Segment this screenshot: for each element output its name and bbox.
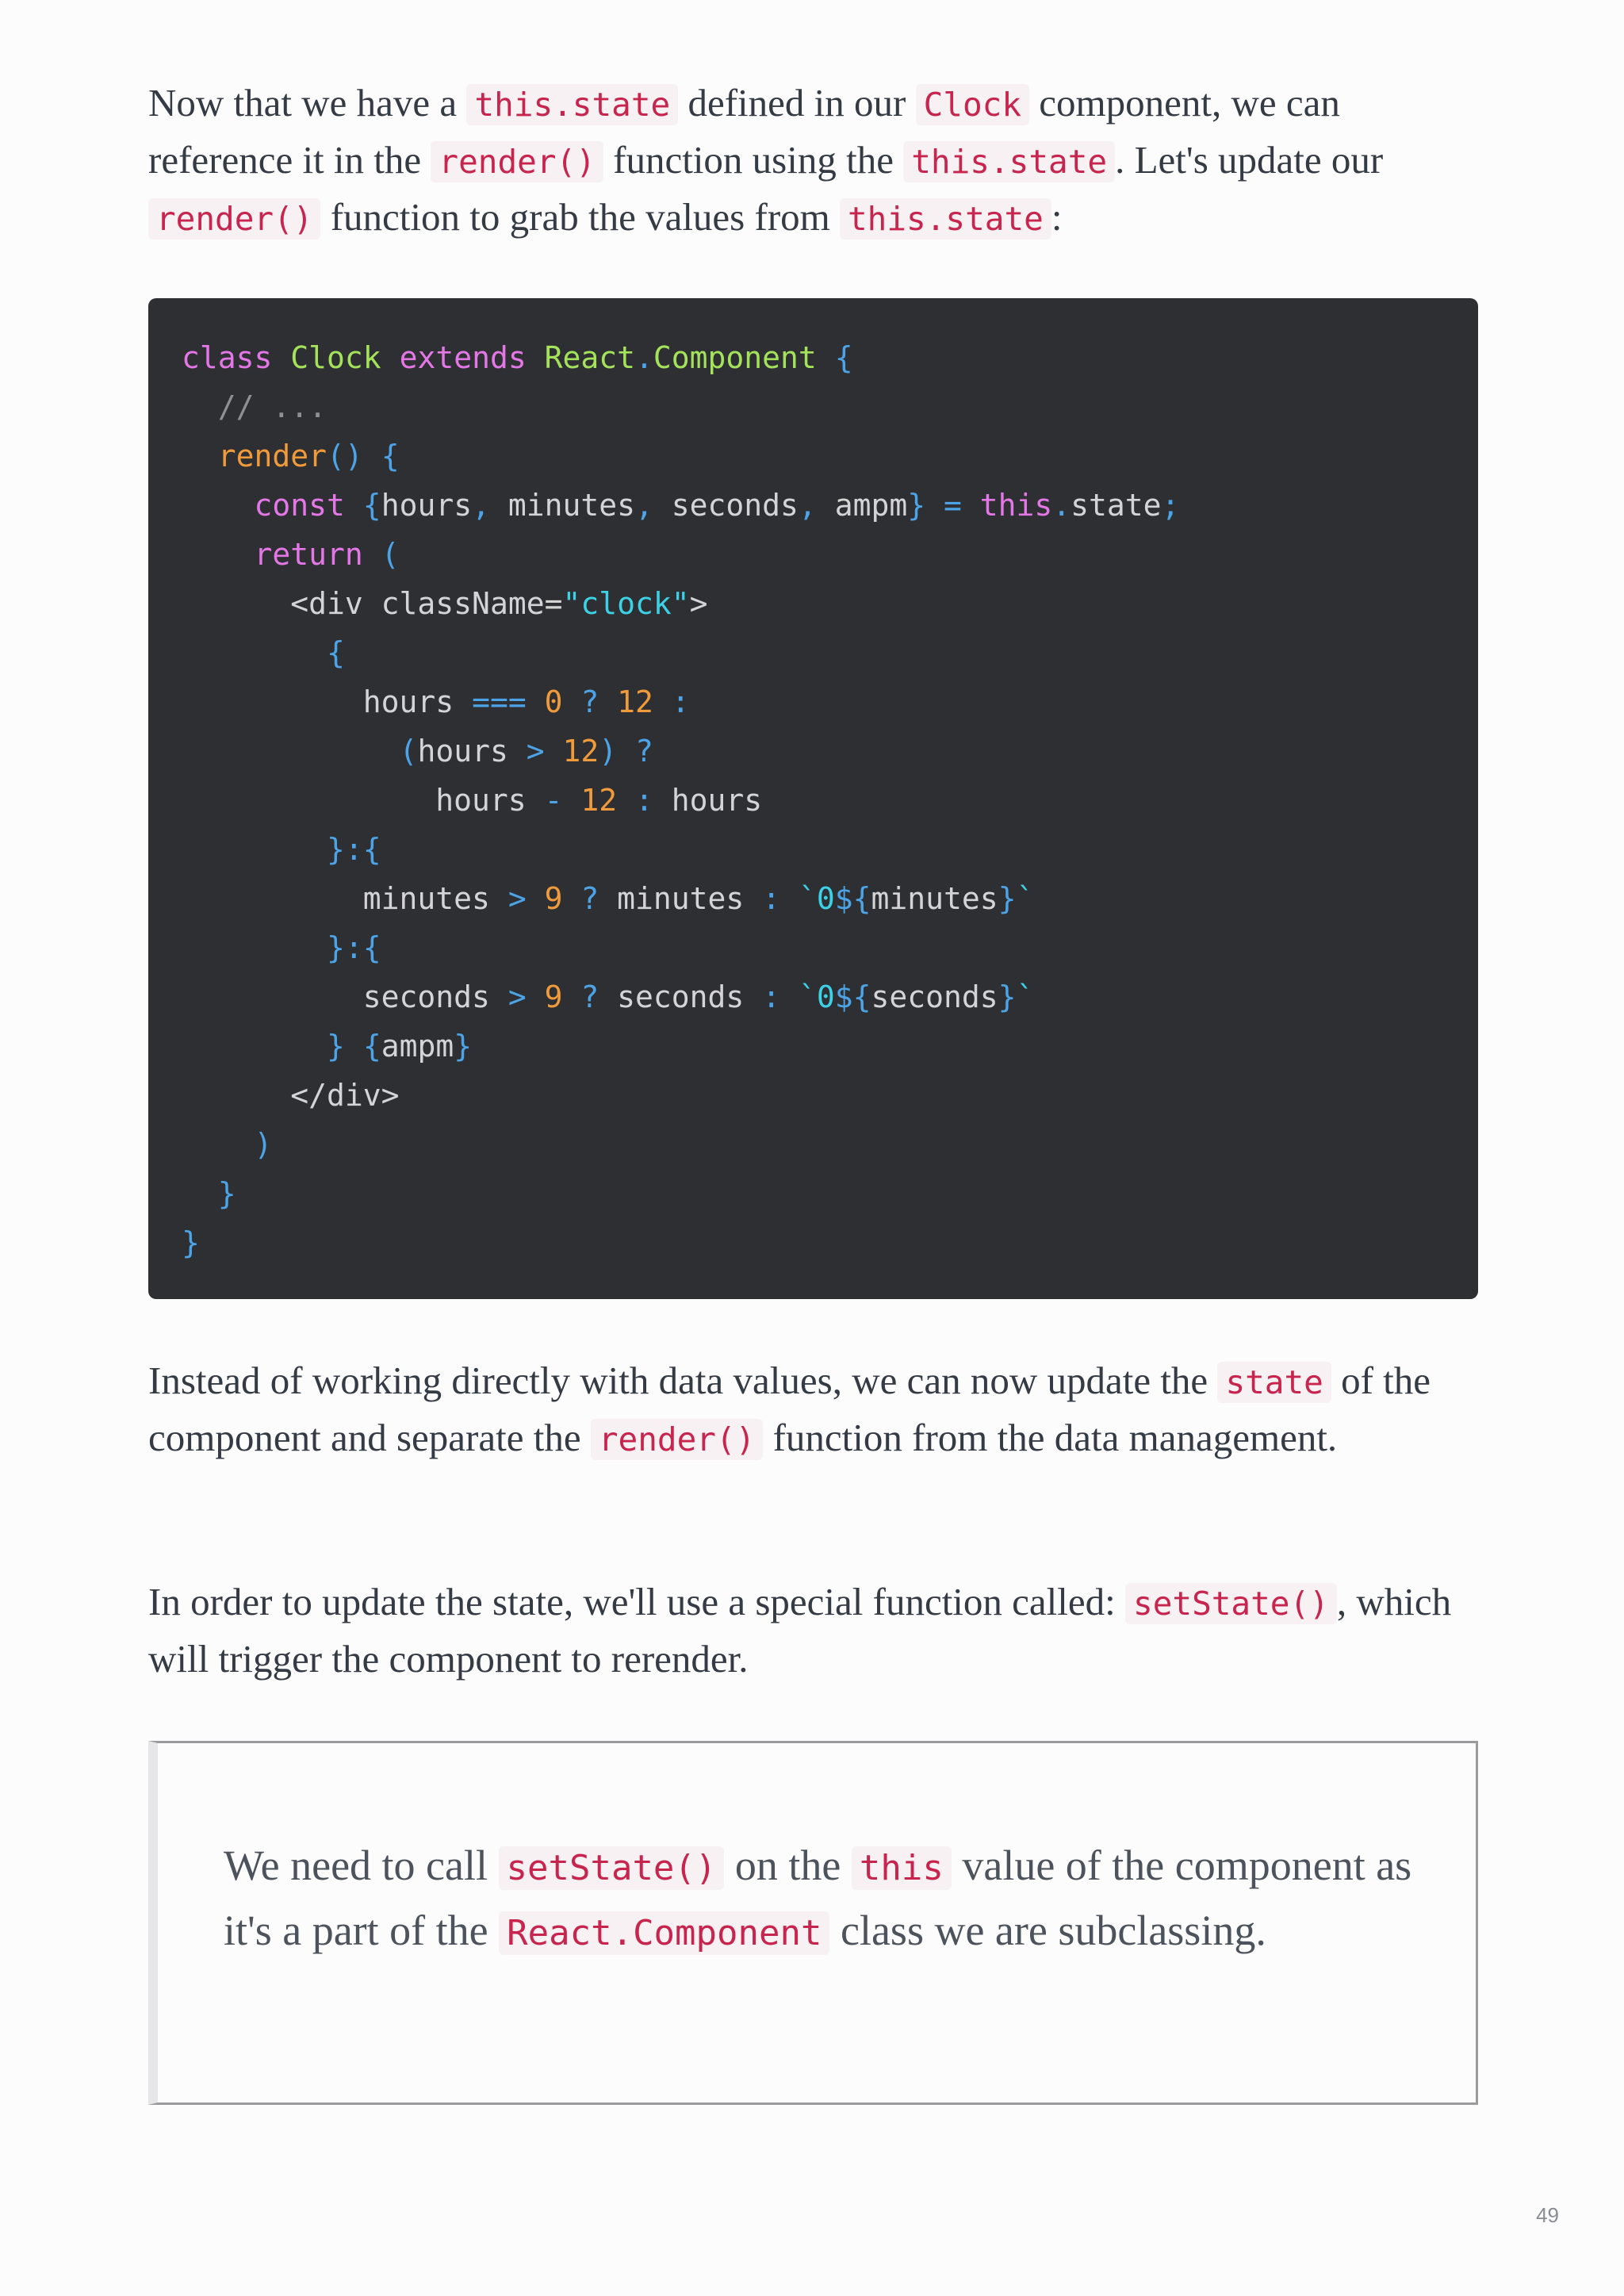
code-token: hours [381, 488, 473, 523]
code-line [182, 825, 1478, 874]
text: . Let's update our [1115, 138, 1384, 182]
text: Instead of working directly with data values, we can now update the [148, 1359, 1218, 1402]
code-comment: // ... [217, 389, 327, 424]
code-string: ` [1016, 881, 1035, 916]
code-token [182, 488, 255, 523]
code-line [182, 333, 1478, 382]
code-token: { [381, 439, 400, 473]
code-line [182, 1120, 1478, 1169]
code-string: "clock" [562, 586, 690, 621]
code-token [182, 586, 290, 621]
code-line [182, 1022, 1478, 1071]
code-token: minutes [599, 881, 745, 916]
code-token: , [798, 488, 817, 523]
code-token: { [362, 1029, 381, 1064]
paragraph-state-update [148, 1353, 1480, 1467]
code-token [780, 881, 799, 916]
code-line [182, 579, 1478, 628]
code-token [182, 783, 435, 818]
code-token [527, 783, 545, 818]
code-token: - [544, 783, 563, 818]
inline-code: React.Component [499, 1911, 829, 1955]
code-token [925, 488, 944, 523]
code-token: ${ [834, 881, 871, 916]
inline-code: Clock [916, 84, 1029, 125]
code-number: 12 [580, 783, 618, 818]
code-token: hours [671, 783, 763, 818]
code-token: minutes [489, 488, 635, 523]
code-token [363, 537, 381, 572]
note-callout [148, 1741, 1478, 2105]
text: function to grab the values from [320, 195, 840, 239]
text: In order to update the state, we'll use a special function called: [148, 1580, 1126, 1623]
code-token [527, 340, 545, 375]
code-token: Component [653, 340, 817, 375]
code-block [148, 298, 1478, 1299]
code-token [363, 439, 381, 473]
code-token: ; [1161, 488, 1180, 523]
code-token: ? [580, 684, 599, 719]
code-token: : [635, 783, 653, 818]
code-line [182, 1071, 1478, 1120]
code-token: extends [399, 340, 527, 375]
code-token: state [1071, 488, 1162, 523]
code-token: { [834, 340, 853, 375]
code-token [182, 1029, 327, 1064]
text: on the [724, 1842, 852, 1889]
code-token: return [254, 537, 363, 572]
code-token [182, 439, 218, 473]
inline-code: render() [148, 198, 320, 240]
code-token [490, 979, 508, 1014]
code-token [182, 635, 327, 670]
code-string: ` [1016, 979, 1035, 1014]
text: class we are subclassing. [829, 1907, 1266, 1954]
code-token [182, 1127, 255, 1162]
code-token: } [907, 488, 926, 523]
code-number: 0 [544, 684, 563, 719]
code-token [527, 979, 545, 1014]
code-token [182, 734, 400, 769]
code-token [780, 979, 799, 1014]
inline-code: this [852, 1846, 952, 1890]
code-token [381, 340, 400, 375]
text: , which will trigger the component to rerender. [148, 1580, 1452, 1681]
code-token [563, 881, 581, 916]
code-token: > [508, 881, 527, 916]
text: : [1051, 195, 1063, 239]
code-line [182, 481, 1478, 530]
code-token: > [689, 586, 708, 621]
code-line [182, 628, 1478, 677]
code-token: }:{ [327, 930, 381, 965]
code-token [817, 340, 835, 375]
code-token [562, 783, 580, 818]
code-token [563, 979, 581, 1014]
text: function from the data management. [763, 1416, 1338, 1459]
code-token [653, 783, 672, 818]
code-token: ( [381, 537, 400, 572]
inline-code: setState() [1125, 1583, 1337, 1624]
code-token: = [943, 488, 962, 523]
inline-code: this.state [840, 198, 1051, 240]
code-token: class [182, 340, 273, 375]
code-token [182, 1176, 218, 1211]
code-line [182, 776, 1478, 825]
code-token [182, 537, 255, 572]
code-number: 9 [544, 881, 563, 916]
code-token: ( [399, 734, 418, 769]
code-token: const [254, 488, 345, 523]
code-token: seconds [599, 979, 745, 1014]
code-token: ? [635, 734, 653, 769]
text: Now that we have a [148, 81, 467, 125]
code-line [182, 726, 1478, 776]
code-token [490, 881, 508, 916]
code-token: : [762, 979, 781, 1014]
inline-code: this.state [466, 84, 678, 125]
code-string: `0 [798, 881, 835, 916]
code-token: this [979, 488, 1053, 523]
code-token: } [998, 881, 1017, 916]
code-token [182, 930, 327, 965]
code-token [527, 881, 545, 916]
code-token [744, 979, 762, 1014]
code-token: </div> [290, 1078, 400, 1113]
code-token: : [671, 684, 690, 719]
code-token: } [998, 979, 1017, 1014]
code-token [454, 684, 472, 719]
text: of the component and separate the [148, 1359, 1431, 1459]
code-number: 9 [544, 979, 563, 1014]
code-line [182, 874, 1478, 923]
code-token: . [635, 340, 653, 375]
code-token [182, 881, 363, 916]
code-token [182, 979, 363, 1014]
text: function using the [603, 138, 904, 182]
callout-text [224, 1834, 1429, 1964]
code-token: { [362, 488, 381, 523]
code-token: } [454, 1029, 473, 1064]
text: component, we can reference it in the [148, 81, 1340, 182]
code-token [617, 734, 635, 769]
code-token: render [217, 439, 327, 473]
code-token [562, 684, 580, 719]
code-line [182, 1218, 1478, 1267]
code-line [182, 382, 1478, 431]
code-token: ampm [816, 488, 908, 523]
code-token [272, 340, 290, 375]
inline-code: render() [591, 1419, 763, 1460]
code-token [182, 1078, 290, 1113]
code-token: } [217, 1176, 236, 1211]
code-token: . [1052, 488, 1071, 523]
code-token: ${ [834, 979, 871, 1014]
paragraph-setstate [148, 1574, 1480, 1687]
code-token: ? [580, 881, 599, 916]
code-token [182, 832, 327, 867]
code-line [182, 530, 1478, 579]
code-token: hours [435, 783, 527, 818]
code-token [744, 881, 762, 916]
code-string: `0 [798, 979, 835, 1014]
code-token: === [472, 684, 527, 719]
code-token [508, 734, 527, 769]
code-token [599, 684, 617, 719]
code-line [182, 431, 1478, 481]
page-number: 49 [1536, 2203, 1559, 2227]
code-token [653, 684, 672, 719]
code-token: , [635, 488, 653, 523]
code-token [962, 488, 980, 523]
code-token: > [526, 734, 545, 769]
code-token: <div className= [290, 586, 563, 621]
code-token: , [472, 488, 490, 523]
code-token: hours [417, 734, 508, 769]
text: defined in our [678, 81, 916, 125]
code-token: minutes [362, 881, 490, 916]
code-token: seconds [871, 979, 998, 1014]
code-token: }:{ [327, 832, 381, 867]
code-token: React [544, 340, 635, 375]
code-number: 12 [562, 734, 599, 769]
code-token: () [327, 439, 363, 473]
code-token [545, 734, 563, 769]
code-token [182, 684, 363, 719]
code-token: { [327, 635, 345, 670]
code-token: } [327, 1029, 345, 1064]
code-line [182, 677, 1478, 726]
text: We need to call [224, 1842, 499, 1889]
code-token [182, 389, 218, 424]
code-token: : [762, 881, 781, 916]
text: value of the component as it's a part of the [224, 1842, 1412, 1954]
code-token [345, 1029, 363, 1064]
code-line [182, 972, 1478, 1022]
code-token: seconds [362, 979, 490, 1014]
code-token: > [508, 979, 527, 1014]
code-token: hours [362, 684, 454, 719]
code-token: seconds [653, 488, 799, 523]
inline-code: render() [431, 141, 603, 182]
inline-code: this.state [903, 141, 1115, 182]
code-number: 12 [617, 684, 653, 719]
code-token: ampm [381, 1029, 454, 1064]
inline-code: setState() [499, 1846, 725, 1890]
code-token: } [182, 1225, 200, 1260]
code-token [527, 684, 545, 719]
code-token [345, 488, 363, 523]
code-line [182, 1169, 1478, 1218]
code-token: ) [599, 734, 618, 769]
paragraph-state-reference [148, 75, 1480, 247]
code-token: Clock [290, 340, 381, 375]
code-token: ) [254, 1127, 273, 1162]
inline-code: state [1217, 1362, 1331, 1403]
code-token [617, 783, 635, 818]
code-token: ? [580, 979, 599, 1014]
code-line [182, 923, 1478, 972]
code-token: minutes [871, 881, 998, 916]
